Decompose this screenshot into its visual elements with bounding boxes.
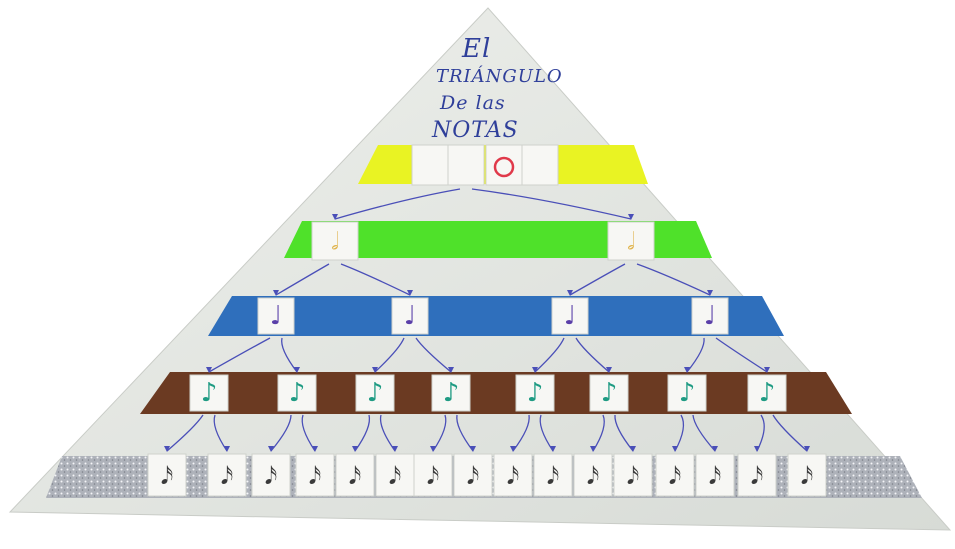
note-card (522, 145, 558, 185)
note-card (312, 222, 358, 260)
note-card (748, 375, 786, 411)
note-card (252, 454, 290, 496)
note-card (432, 375, 470, 411)
note-card (208, 454, 246, 496)
sixteenth-note-icon: 𝅘𝅥𝅯 (800, 462, 814, 491)
sixteenth-note-icon: 𝅘𝅥𝅯 (348, 462, 362, 491)
note-card (376, 454, 414, 496)
quarter-note-icon: ♩ (269, 300, 283, 331)
note-card (590, 375, 628, 411)
note-card (608, 222, 654, 260)
eighth-note-icon: ♪ (678, 377, 696, 408)
band-brown (140, 372, 852, 414)
note-card (336, 454, 374, 496)
note-card (656, 454, 694, 496)
title-line-4: NOTAS (432, 118, 519, 143)
eighth-note-icon: ♪ (366, 377, 384, 408)
card-face (448, 145, 484, 185)
eighth-note-icon: ♪ (288, 377, 306, 408)
sixteenth-note-icon: 𝅘𝅥𝅯 (466, 462, 480, 491)
note-card (412, 145, 448, 185)
eighth-note-icon: ♪ (600, 377, 618, 408)
eighth-note-icon: ♪ (526, 377, 544, 408)
sixteenth-note-icon: 𝅘𝅥𝅯 (626, 462, 640, 491)
note-card (296, 454, 334, 496)
half-note-icon: 𝅗𝅥 (331, 227, 339, 256)
quarter-note-icon: ♩ (703, 300, 717, 331)
sixteenth-note-icon: 𝅘𝅥𝅯 (160, 462, 174, 491)
note-card (190, 375, 228, 411)
note-card (574, 454, 612, 496)
sixteenth-note-icon: 𝅘𝅥𝅯 (708, 462, 722, 491)
note-card (278, 375, 316, 411)
note-card (788, 454, 826, 496)
note-card (696, 454, 734, 496)
sixteenth-note-icon: 𝅘𝅥𝅯 (220, 462, 234, 491)
note-card (448, 145, 484, 185)
note-card (414, 454, 452, 496)
title-line-1: El (462, 34, 492, 64)
note-card (552, 298, 588, 334)
card-face (412, 145, 448, 185)
sixteenth-note-icon: 𝅘𝅥𝅯 (750, 462, 764, 491)
sixteenth-note-icon: 𝅘𝅥𝅯 (506, 462, 520, 491)
quarter-note-icon: ♩ (403, 300, 417, 331)
card-face (522, 145, 558, 185)
note-card (486, 145, 522, 185)
eighth-note-icon: ♪ (200, 377, 218, 408)
title-line-2: TRIÁNGULO (436, 66, 563, 87)
note-card (454, 454, 492, 496)
note-card (258, 298, 294, 334)
sixteenth-note-icon: 𝅘𝅥𝅯 (426, 462, 440, 491)
note-card (392, 298, 428, 334)
eighth-note-icon: ♪ (442, 377, 460, 408)
note-card (692, 298, 728, 334)
sixteenth-note-icon: 𝅘𝅥𝅯 (586, 462, 600, 491)
note-card (738, 454, 776, 496)
title-line-3: De las (440, 92, 506, 114)
note-card (668, 375, 706, 411)
note-card (356, 375, 394, 411)
sixteenth-note-icon: 𝅘𝅥𝅯 (546, 462, 560, 491)
note-card (494, 454, 532, 496)
card-face (486, 145, 522, 185)
note-card (516, 375, 554, 411)
half-note-icon: 𝅗𝅥 (627, 227, 635, 256)
eighth-note-icon: ♪ (758, 377, 776, 408)
note-card (534, 454, 572, 496)
note-card (148, 454, 186, 496)
sixteenth-note-icon: 𝅘𝅥𝅯 (388, 462, 402, 491)
quarter-note-icon: ♩ (563, 300, 577, 331)
sixteenth-note-icon: 𝅘𝅥𝅯 (668, 462, 682, 491)
sixteenth-note-icon: 𝅘𝅥𝅯 (308, 462, 322, 491)
note-card (614, 454, 652, 496)
sixteenth-note-icon: 𝅘𝅥𝅯 (264, 462, 278, 491)
